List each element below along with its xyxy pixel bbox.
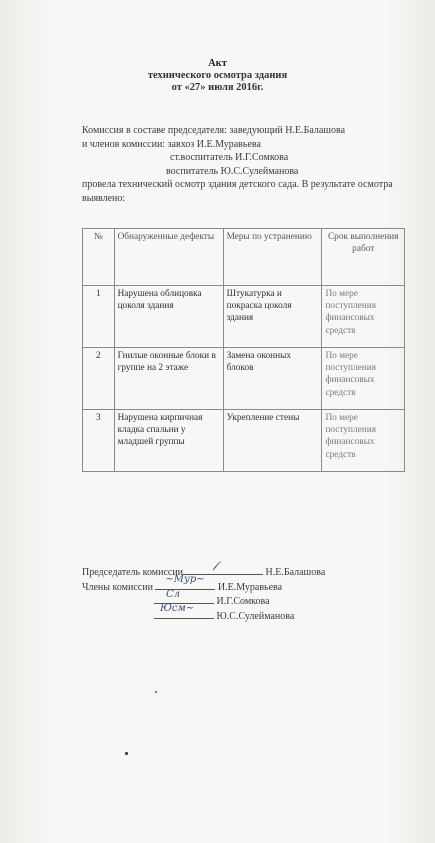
member3-signature-line <box>154 603 214 619</box>
member1-signature-row <box>82 574 402 593</box>
chairman-label: Председатель комиссии <box>82 567 184 578</box>
table-row <box>83 286 405 348</box>
row-defect: Нарушена кирпичная кладка спальни у младшей группы <box>114 410 223 472</box>
document-subtitle: технического осмотра здания <box>147 70 288 81</box>
commission-line-member-3: воспитатель Ю.С.Сулейманова <box>166 165 299 177</box>
handwritten-signature-icon: 𝒻 <box>213 559 218 571</box>
row-num: 2 <box>83 348 115 410</box>
row-defect: Гнилые оконные блоки в группе на 2 этаже <box>114 348 223 410</box>
row-num: 3 <box>83 410 115 472</box>
row-measure: Штукатурка и покраска цоколя здания <box>223 286 322 348</box>
handwritten-signature-icon: ~Мур~ <box>165 574 205 585</box>
member2-name: И.Г.Сомкова <box>216 596 270 607</box>
scan-speck <box>125 752 128 755</box>
scan-speck <box>155 691 157 693</box>
member1-name: И.Е.Муравьева <box>217 581 283 593</box>
document-header <box>0 58 435 94</box>
header-measures: Меры по устранению <box>223 229 322 286</box>
commission-line-statement: провела технический осмотр здания детского сада. В результате осмотра <box>82 179 393 190</box>
signatures-block <box>82 559 402 622</box>
row-term: По мере поступления финансовых средств <box>322 286 405 348</box>
chairman-name: Н.Е.Балашова <box>265 567 326 578</box>
commission-line-members: и членов комиссии: завхоз И.Е.Муравьева <box>82 138 261 150</box>
members-label: Члены комиссии <box>82 581 153 593</box>
commission-paragraph <box>82 124 412 205</box>
header-defects: Обнаруженные дефекты <box>114 229 223 286</box>
row-num: 1 <box>83 286 115 348</box>
row-term: По мере поступления финансовых средств <box>322 410 405 472</box>
member3-name: Ю.С.Сулейманова <box>216 610 295 622</box>
commission-line-revealed: выявлено: <box>82 192 126 204</box>
member2-signature-row <box>82 588 402 607</box>
handwritten-signature-icon: Юсм~ <box>160 603 195 614</box>
row-term: По мере поступления финансовых средств <box>322 348 405 410</box>
row-measure: Замена оконных блоков <box>223 348 322 410</box>
commission-line-member-2: ст.воспитатель И.Г.Сомкова <box>170 152 289 163</box>
commission-line-chairman: Комиссия в составе председателя: заведующий Н.Е.Балашова <box>82 125 346 136</box>
document-title: Акт <box>208 58 227 69</box>
document-date: от «27» июля 2016г. <box>171 82 264 93</box>
member3-signature-row <box>82 603 402 622</box>
handwritten-signature-icon: Сл <box>166 588 181 600</box>
header-num: № <box>83 229 115 286</box>
table-row <box>83 410 405 472</box>
defects-table <box>82 228 405 472</box>
chairman-signature-row <box>82 559 402 578</box>
row-measure: Укрепление стены <box>223 410 322 472</box>
table-row <box>83 348 405 410</box>
header-term: Срок выполнения работ <box>322 229 405 286</box>
member1-signature-line <box>155 574 215 590</box>
table-header-row <box>83 229 405 286</box>
row-defect: Нарушена облицовка цоколя здания <box>114 286 223 348</box>
